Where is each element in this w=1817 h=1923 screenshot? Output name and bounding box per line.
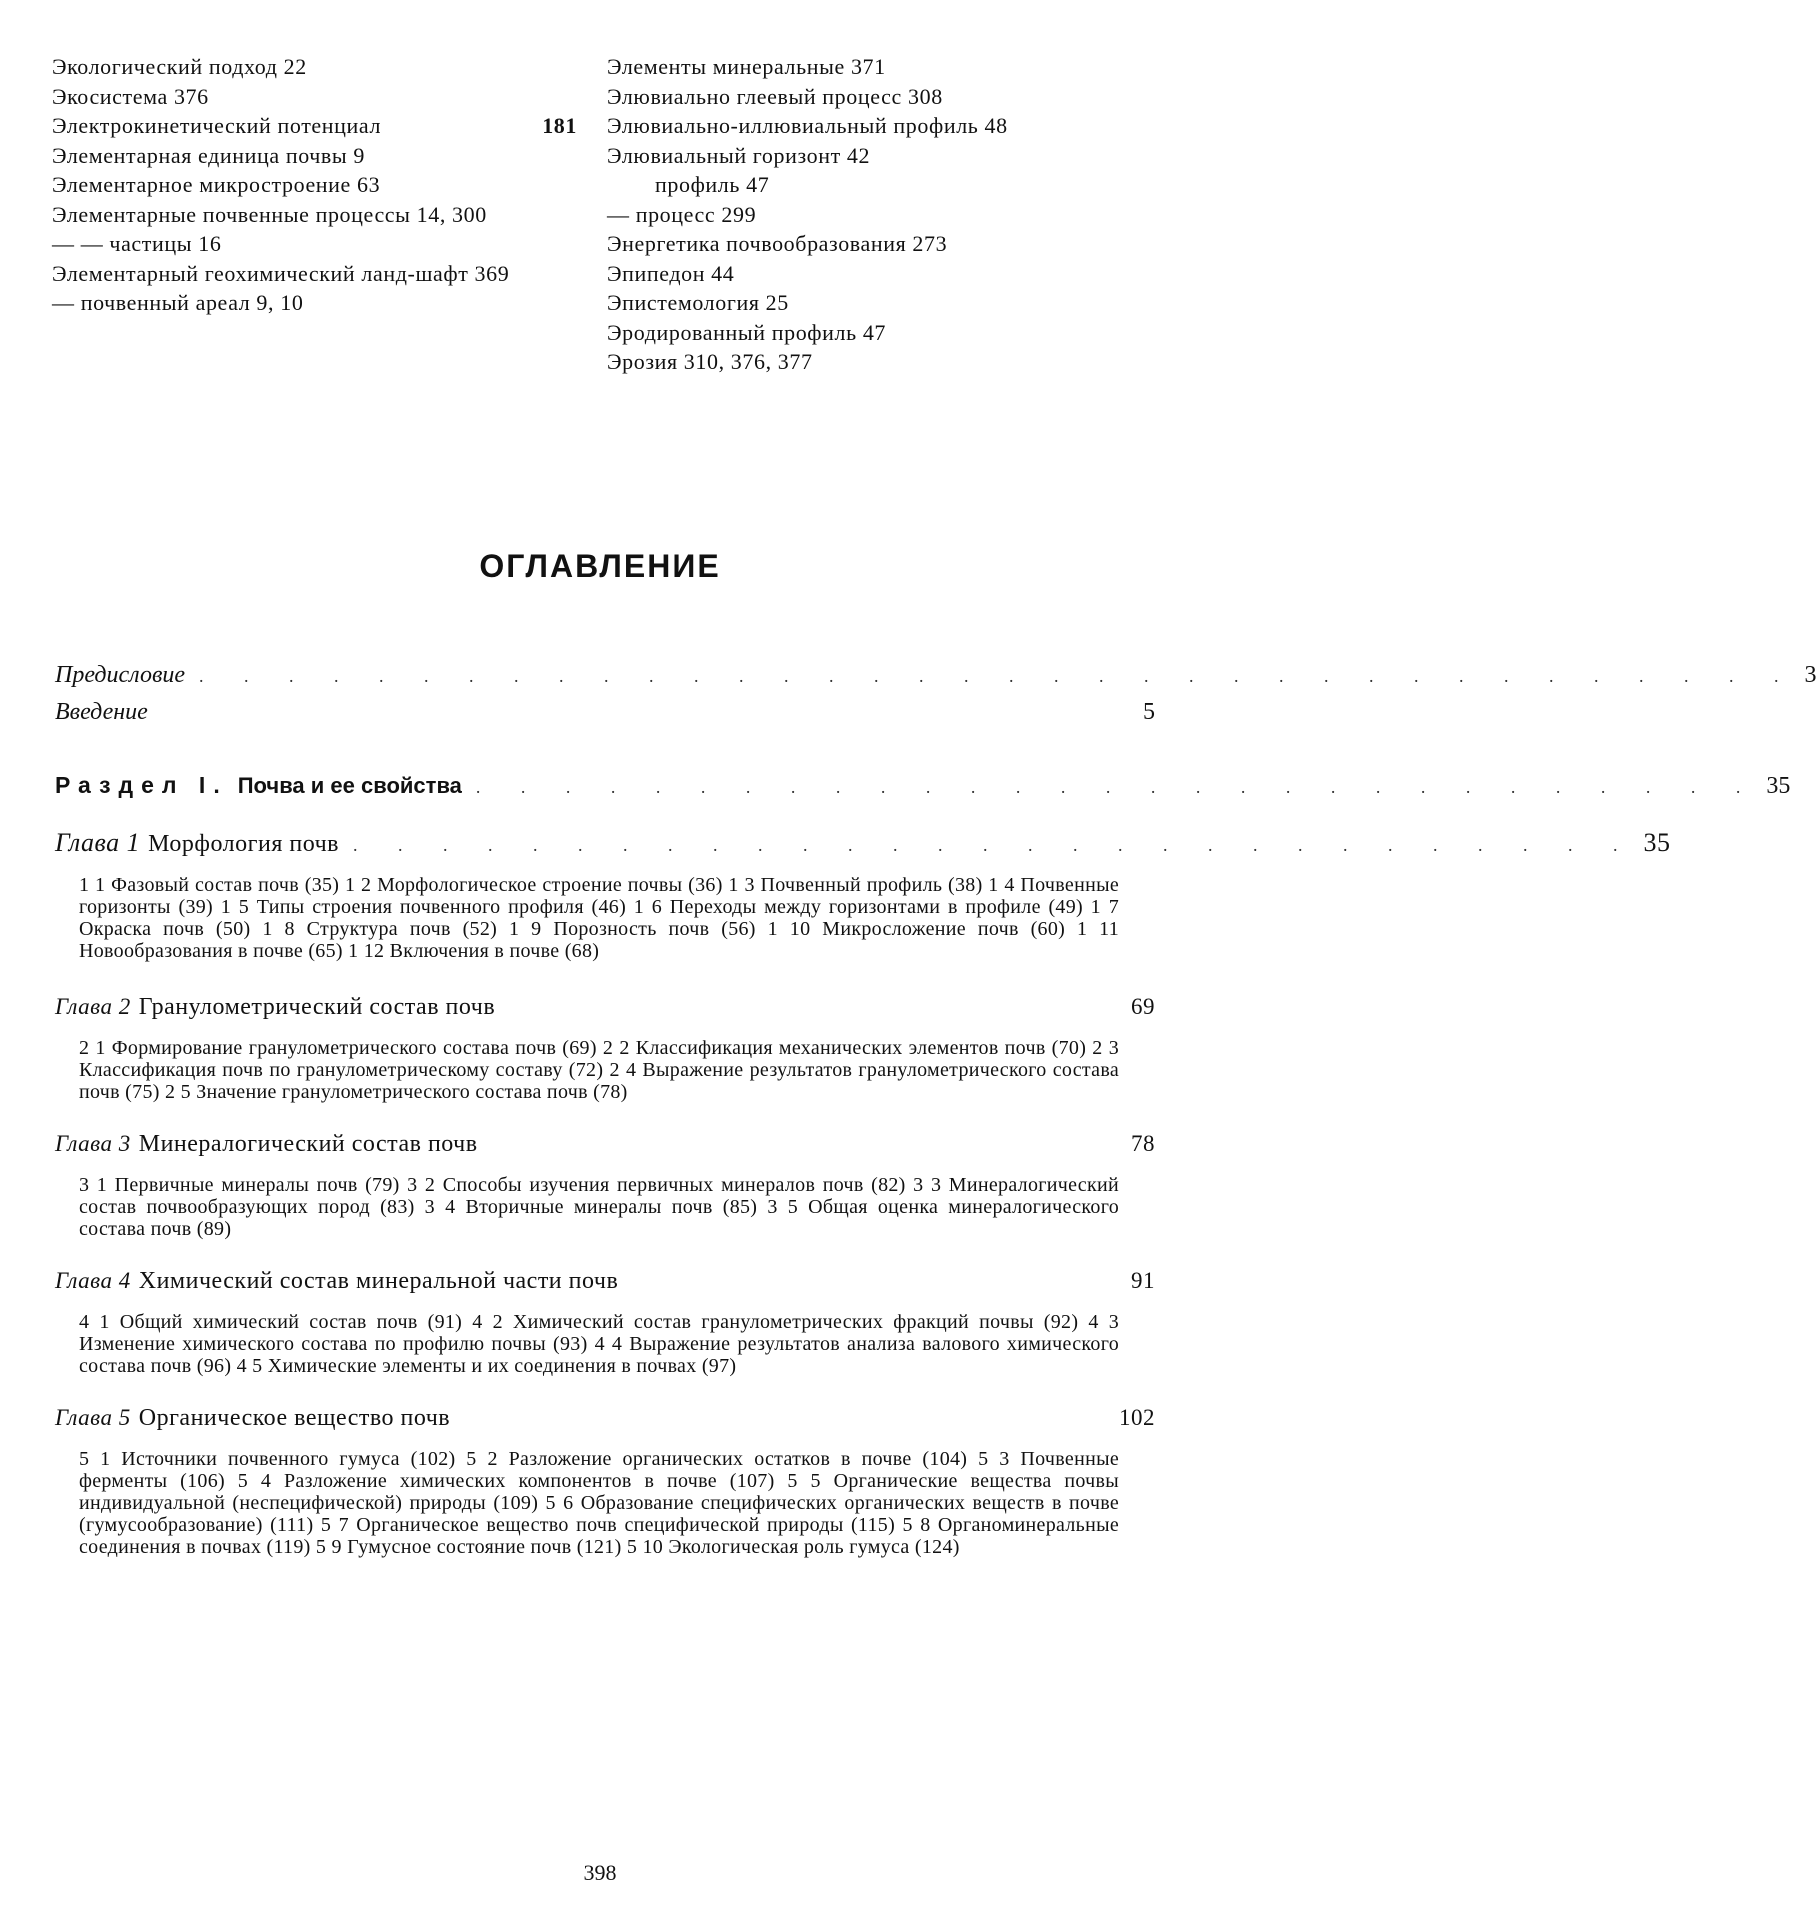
subject-index [52, 52, 1162, 377]
toc-entry-page: 78 [1131, 1131, 1155, 1156]
chapter-contents: 2 1 Формирование гранулометрического состава почв (69) 2 2 Классификация механических элементов почв (70) 2 3 Классификация почв по гранулометрическому составу (72) 2 4 Выражение результатов гранулометрического состава почв (75) 2 5 Значение гранулометрического состава почв (78) [79, 1037, 1119, 1103]
toc-chapter-4[interactable] [55, 1268, 1155, 1377]
toc-entry-page: 69 [1131, 994, 1155, 1019]
toc-entry-label: Введение [55, 699, 148, 725]
toc-entry-page: 35 [1643, 828, 1671, 857]
index-subentry: профиль 47 [655, 172, 770, 197]
toc-chapter-heading [55, 1405, 450, 1432]
index-entry: Элювиально-иллювиальный профиль 48 [607, 113, 1008, 138]
index-entry: Эпистемология 25 [607, 290, 789, 315]
chapter-label: Глава 1 [55, 828, 141, 857]
index-entry: — почвенный ареал 9, 10 [52, 290, 304, 315]
index-entry: Элювиально глеевый процесс 308 [607, 83, 943, 109]
toc-section-label [55, 772, 462, 800]
toc-title: ОГЛАВЛЕНИЕ [479, 548, 721, 584]
chapter-name: Гранулометрический состав почв [138, 994, 496, 1020]
index-entry-page-bold: 181 [542, 113, 577, 138]
toc-entry-page: 3 [1804, 662, 1817, 688]
chapter-contents: 3 1 Первичные минералы почв (79) 3 2 Способы изучения первичных минералов почв (82) 3 3 Минералогический состав почвообразующих пород (83) 3 4 Вторичные минералы почв (85) 3 5 Общая оценка минералогического состава почв (89) [79, 1174, 1119, 1240]
toc-section-1[interactable] [55, 772, 1791, 800]
toc-chapter-5[interactable] [55, 1405, 1155, 1558]
index-column-right [607, 52, 1162, 377]
index-entry: Эпипедон 44 [607, 260, 735, 286]
section-prefix: Раздел I. [55, 772, 228, 798]
index-entry: Элементарные почвенные процессы 14, 300 [52, 201, 487, 227]
chapter-label: Глава 3 [55, 1131, 131, 1156]
chapter-label: Глава 2 [55, 994, 131, 1019]
toc-chapter-1[interactable] [55, 828, 1671, 962]
chapter-name: Органическое вещество почв [138, 1405, 451, 1431]
leader-dots: . . . . . . . . . . . . . . . . . . . . . . . . . . . . . [475, 777, 1759, 797]
page-number: 398 [583, 1860, 617, 1885]
toc-entry-preface[interactable] [55, 662, 1817, 689]
toc-entry-label: Предисловие [55, 662, 186, 688]
toc-chapter-2[interactable] [55, 994, 1155, 1103]
chapter-contents: 5 1 Источники почвенного гумуса (102) 5 2 Разложение органических остатков в почве (104) 5 3 Почвенные ферменты (106) 5 4 Разложение химических компонентов в почве (107) 5 5 Органические вещества почвы индивидуальной (неспецифической) природы (109) 5 6 Образование специфических органических веществ в почве (гумусообразование) (111) 5 7 Органическое вещество почв специфической природы (115) 5 8 Органоминеральные соединения в почвах (119) 5 9 Гумусное состояние почв (121) 5 10 Экологическая роль гумуса (124) [79, 1448, 1119, 1558]
toc-chapter-heading [55, 1131, 478, 1158]
chapter-label: Глава 4 [55, 1268, 131, 1293]
index-entry: Экосистема 376 [52, 83, 209, 109]
chapter-name: Минералогический состав почв [138, 1131, 478, 1157]
toc-entry-page: 91 [1131, 1268, 1155, 1293]
chapter-contents: 1 1 Фазовый состав почв (35) 1 2 Морфологическое строение почвы (36) 1 3 Почвенный профиль (38) 1 4 Почвенные горизонты (39) 1 5 Типы строения почвенного профиля (46) 1 6 Переходы между горизонтами в профиле (49) 1 7 Окраска почв (50) 1 8 Структура почв (52) 1 9 Порозность почв (56) 1 10 Микросложение почв (60) 1 11 Новообразования в почве (65) 1 12 Включения в почве (68) [79, 874, 1119, 962]
chapter-name: Морфология почв [148, 831, 339, 857]
leader-dots: . . . . . . . . . . . . . . . . . . . . . . . . . . . . . [352, 835, 1636, 855]
index-entry: Эрозия 310, 376, 377 [607, 349, 813, 374]
index-entry: Энергетика почвообразования 273 [607, 231, 948, 256]
index-column-left [52, 52, 577, 377]
index-entry: — — частицы 16 [52, 231, 222, 256]
chapter-label: Глава 5 [55, 1405, 131, 1430]
toc-entry-intro[interactable] [55, 699, 1155, 726]
toc-entry-page: 102 [1119, 1405, 1155, 1430]
index-entry: — процесс 299 [607, 201, 757, 227]
toc-chapter-heading [55, 828, 339, 858]
section-title: Почва и ее свойства [237, 773, 462, 798]
index-entry: Экологический подход 22 [52, 54, 307, 79]
index-entry-text: Электрокинетический потенциал [52, 113, 382, 138]
chapter-contents: 4 1 Общий химический состав почв (91) 4 2 Химический состав гранулометрических фракций почвы (92) 4 3 Изменение химического состава по профилю почвы (93) 4 4 Выражение результатов анализа валового химического состава почв (96) 4 5 Химические элементы и их соединения в почвах (97) [79, 1311, 1119, 1377]
toc-chapter-heading [55, 994, 495, 1021]
toc-entry-page: 5 [1143, 699, 1155, 725]
index-entry [52, 111, 577, 141]
toc-entry-page: 35 [1766, 773, 1791, 799]
index-entry: Элементарный геохимический ланд-шафт 369 [52, 260, 510, 286]
index-entry: Элементарное микростроение 63 [52, 172, 381, 197]
index-entry: Элементы минеральные 371 [607, 54, 886, 79]
table-of-contents [55, 662, 1817, 1568]
index-entry: Элементарная единица почвы 9 [52, 142, 366, 168]
toc-chapter-3[interactable] [55, 1131, 1155, 1240]
chapter-name: Химический состав минеральной части почв [138, 1268, 619, 1294]
index-entry: Элювиальный горизонт 42 [607, 142, 871, 168]
leader-dots: . . . . . . . . . . . . . . . . . . . . . . . . . . . . . . . . . . . . [199, 666, 1797, 686]
toc-chapter-heading [55, 1268, 618, 1295]
index-entry: Эродированный профиль 47 [607, 319, 887, 345]
